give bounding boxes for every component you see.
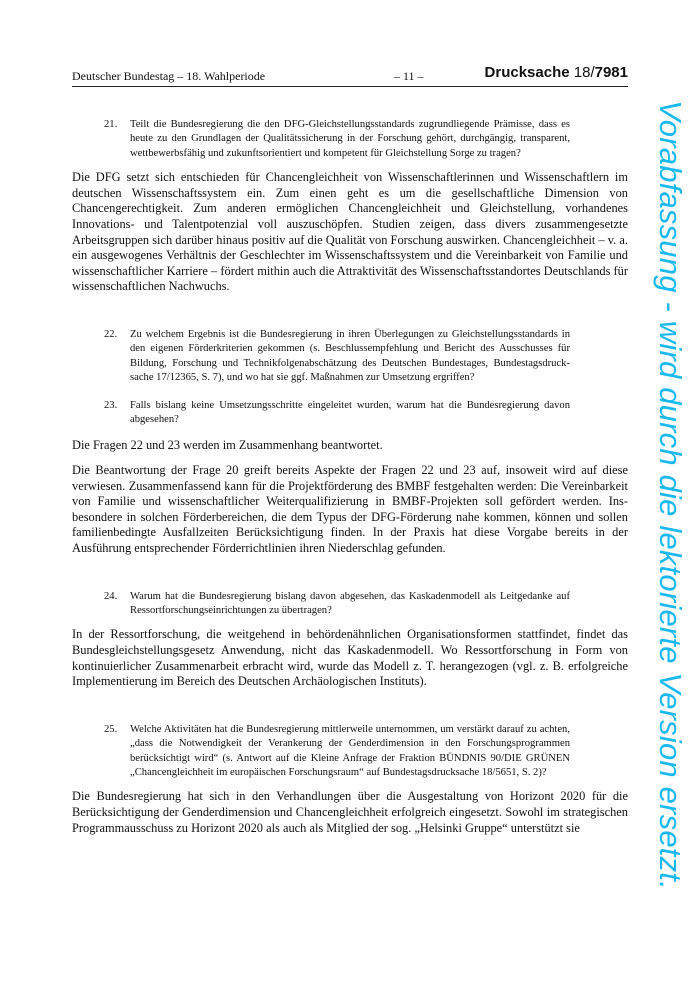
question-text: Welche Aktivitäten hat die Bundesregierung mittlerweile unternommen, um verstärkt darauf zu achten, „dass die Notwendigkeit der Verankerung der Genderdimension in den Forschungsprogrammen berücksichtigt wird“ (s. Antwort auf die Kleine Anfrage der Fraktion BÜNDNIS 90/DIE GRÜNEN „Chancengleichheit im europäischen Forschungsraum“ auf Bundestagsdrucksache 18/5651, S. 2)? (130, 723, 570, 778)
question-23 (104, 399, 570, 428)
answer-22-23-intro: Die Fragen 22 und 23 werden im Zusammenhang beantwortet. (72, 438, 383, 453)
header-publisher: Deutscher Bundestag – 18. Wahlperiode (72, 69, 266, 83)
page-header (72, 64, 628, 87)
page-body (72, 112, 628, 836)
question-number: 22. (104, 328, 118, 340)
question-25 (104, 723, 570, 781)
answer-22-23: Die Beantwortung der Frage 20 greift bereits Aspekte der Fragen 22 und 23 auf, insoweit wird auf diese verwiesen. Zusammenfassend kann für die Projektförderung des BMBF festgehalten werden: Die Vereinbarkeit von Familie und wissenschaftlicher Weiterqualifizierung in BMBF-Projekten soll gefördert werden. Insbesondere in solchen Förderbereichen, die dem Typus der DFG-Förderung nahe kommen, können und sollen familienbedingte Ausfallzeiten Berücksichtigung finden. In der Praxis hat diese Vorgabe bereits in der Ausführung entsprechender Förderrichtlinien ihren Niederschlag gefunden. (72, 463, 628, 555)
document-number (485, 64, 628, 81)
answer-25: Die Bundesregierung hat sich in den Verhandlungen über die Ausgestaltung von Horizont 2020 für die Berücksichtigung der Genderdimension und Chancengleichheit erfolgreich eingesetzt. Sowohl im strategischen Programmausschuss zu Horizont 2020 als auch als Mitglied der sog. „Helsinki Gruppe“ unterstützt sie (72, 789, 628, 835)
document-number-value: 7981 (594, 64, 628, 81)
page-number: – 11 – (394, 69, 424, 83)
question-24 (104, 590, 570, 619)
question-text: Warum hat die Bundesregierung bislang davon abgesehen, das Kaskadenmodell als Leitgedanke auf Ressortforschungseinrichtungen zu übertragen? (130, 590, 570, 616)
draft-watermark: Vorabfassung - wird durch die lektorierte Version ersetzt. (653, 100, 688, 890)
question-number: 24. (104, 590, 118, 602)
question-number: 23. (104, 399, 118, 411)
answer-21: Die DFG setzt sich entschieden für Chancengleichheit von Wissenschaftlerinnen und Wissenschaftlern im deutschen Wissenschaftssystem ein. Zum einen geht es um die gesellschaftliche Dimension von Chancengerechtigkeit. Zum anderen ermöglichen Chancengleichheit und Gleichstellung, vorhandenes Innovations- und Talentpotenzial voll auszuschöpfen. Studien zeigen, dass divers zusammengesetzte Arbeitsgruppen sich darüber hinaus positiv auf die Qualität von Forschung auswirken. Chancengleichheit – v. a. ein ausgewogenes Verhältnis der Geschlechter im Wissenschaftssystem und die Vereinbarkeit von Familie und wissenschaftlicher Karriere – fördert mithin auch die Attraktivität des Wissenschaftsstandortes Deutschlands für wissenschaftlichen Nachwuchs. (72, 170, 628, 294)
question-21 (104, 118, 570, 161)
document-number-label: Drucksache (484, 64, 570, 81)
question-22 (104, 328, 570, 386)
question-number: 25. (104, 723, 118, 735)
answer-24: In der Ressortforschung, die weitgehend in behördenähnlichen Organisationsformen stattfindet, findet das Bundesgleichstellungsgesetz Anwendung, nicht das Kaskadenmodell. Wo Ressortforschung in Form von kontinuierlicher Zusammenarbeit erbracht wird, wurde das Modell z. T. herangezogen (vgl. z. B. erfolgreiche Implementierung im Bereich des Deutschen Archäologischen Instituts). (72, 627, 628, 689)
document-number-period: 18/ (573, 64, 595, 81)
question-text: Teilt die Bundesregierung die den DFG-Gleichstellungsstandards zugrundliegende Prämisse, dass es heute zu den Grundlagen der Qualitätssicherung in der Forschung gehört, durchgängig, transparent, wettbewerbsfähig und zukunftsorientiert und kompetent für Gleichstellung Sorge zu tragen? (130, 119, 570, 159)
question-text: Zu welchem Ergebnis ist die Bundesregierung in ihren Überlegungen zu Gleichstellungsstandards in den eigenen Förderkriterien gekommen (s. Beschlussempfehlung und Bericht des Ausschusses für Bildung, Forschung und Technikfolgenabschätzung des Deutschen Bundestages, Bundestagsdrucksache 17/12365, S. 7), und wo hat sie ggf. Maßnahmen zur Umsetzung ergriffen? (130, 328, 570, 384)
question-number: 21. (104, 119, 118, 130)
question-text: Falls bislang keine Umsetzungsschritte eingeleitet wurden, warum hat die Bundesregierung davon abgesehen? (130, 399, 570, 425)
